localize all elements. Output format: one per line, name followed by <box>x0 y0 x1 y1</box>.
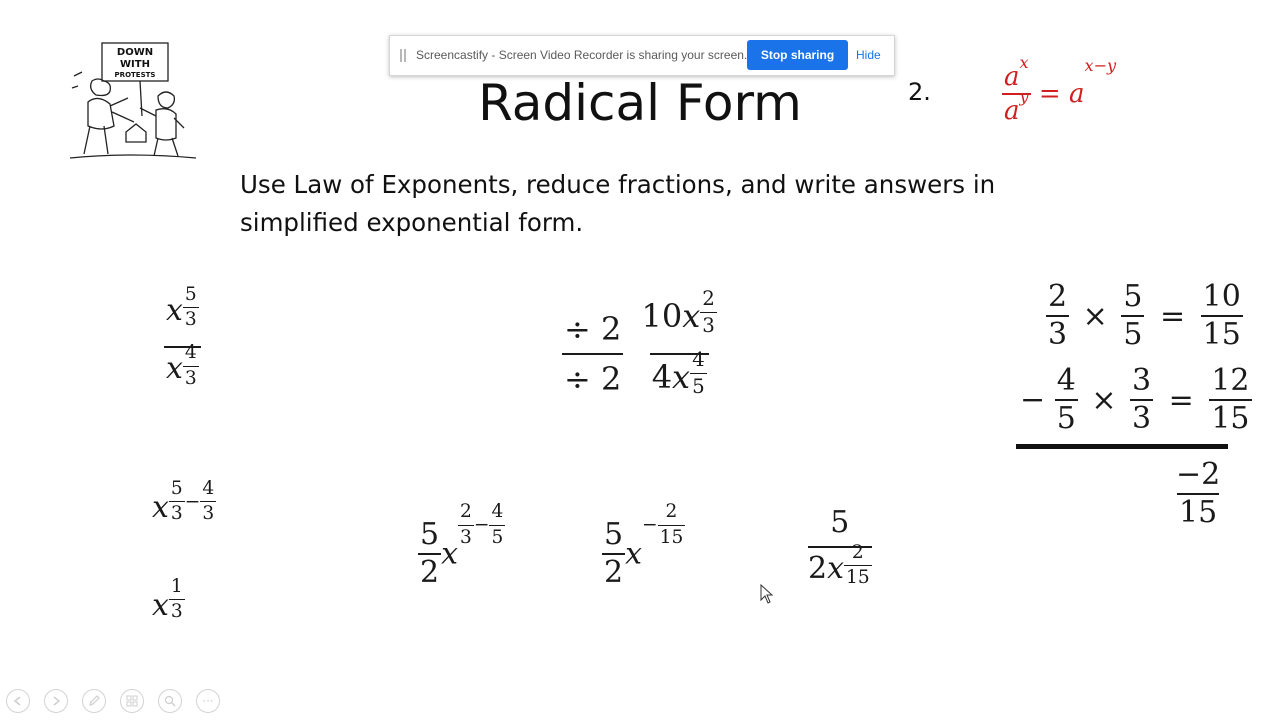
drag-handle-icon[interactable] <box>400 49 406 62</box>
negative-exponent-step: $\frac{5}{2}$ x− $\frac{2}{15}$ <box>604 501 684 590</box>
subtraction-line <box>1016 444 1228 449</box>
screen-share-bar <box>389 35 895 76</box>
forward-icon[interactable] <box>44 689 68 713</box>
subtract-exponents-middle: $\frac{5}{2}$ x $\frac{2}{3}$ − $\frac{4}{5}$ <box>420 501 504 590</box>
zoom-icon[interactable] <box>158 689 182 713</box>
final-answer: 5 2x $\frac{2}{15}$ <box>808 508 872 598</box>
sign-text-down: DOWN <box>116 47 154 58</box>
share-message: Screencastify - Screen Video Recorder is sharing your screen. <box>416 48 748 62</box>
original-expression: x $\frac{5}{3}$ x $\frac{4}{3}$ <box>164 296 201 398</box>
exponent-difference-result: $\frac{-2}{15}$ <box>1176 457 1221 530</box>
back-icon[interactable] <box>6 689 30 713</box>
pen-icon[interactable] <box>82 689 106 713</box>
sign-text-with: WITH <box>120 59 150 70</box>
quotient-rule-formula: $\frac{ax}{ay}$ = ax−y <box>1004 53 1117 126</box>
reduce-coefficients-step: $\frac{\div 2}{\div 2}$ 10x $\frac{2}{3}$ 4x $\frac{4}{5}$ <box>562 300 719 407</box>
slides-icon[interactable] <box>120 689 144 713</box>
stop-sharing-button[interactable]: Stop sharing <box>747 40 848 70</box>
problem-number: 2. <box>908 78 931 106</box>
slide-title: Radical Form <box>478 74 802 132</box>
hide-button[interactable]: Hide <box>856 48 881 62</box>
subtract-exponents-step: x $\frac{5}{3}$ − $\frac{4}{3}$ <box>152 477 215 525</box>
instruction-text: Use Law of Exponents, reduce fractions, and write answers in simplified exponential form. <box>240 170 996 237</box>
common-denominator-row-1: $\frac{2}{3}$ × $\frac{5}{5}$ = $\frac{10}{15}$ <box>1048 279 1241 352</box>
left-result: x $\frac{1}{3}$ <box>152 575 183 623</box>
common-denominator-row-2: − $\frac{4}{5}$ × $\frac{3}{3}$ = $\frac{12}{15}$ <box>1020 363 1250 436</box>
more-icon[interactable]: ··· <box>196 689 220 713</box>
slideshow-toolbar <box>6 686 236 716</box>
mouse-cursor-icon <box>760 584 774 604</box>
sign-text-protests: PROTESTS <box>114 71 156 79</box>
